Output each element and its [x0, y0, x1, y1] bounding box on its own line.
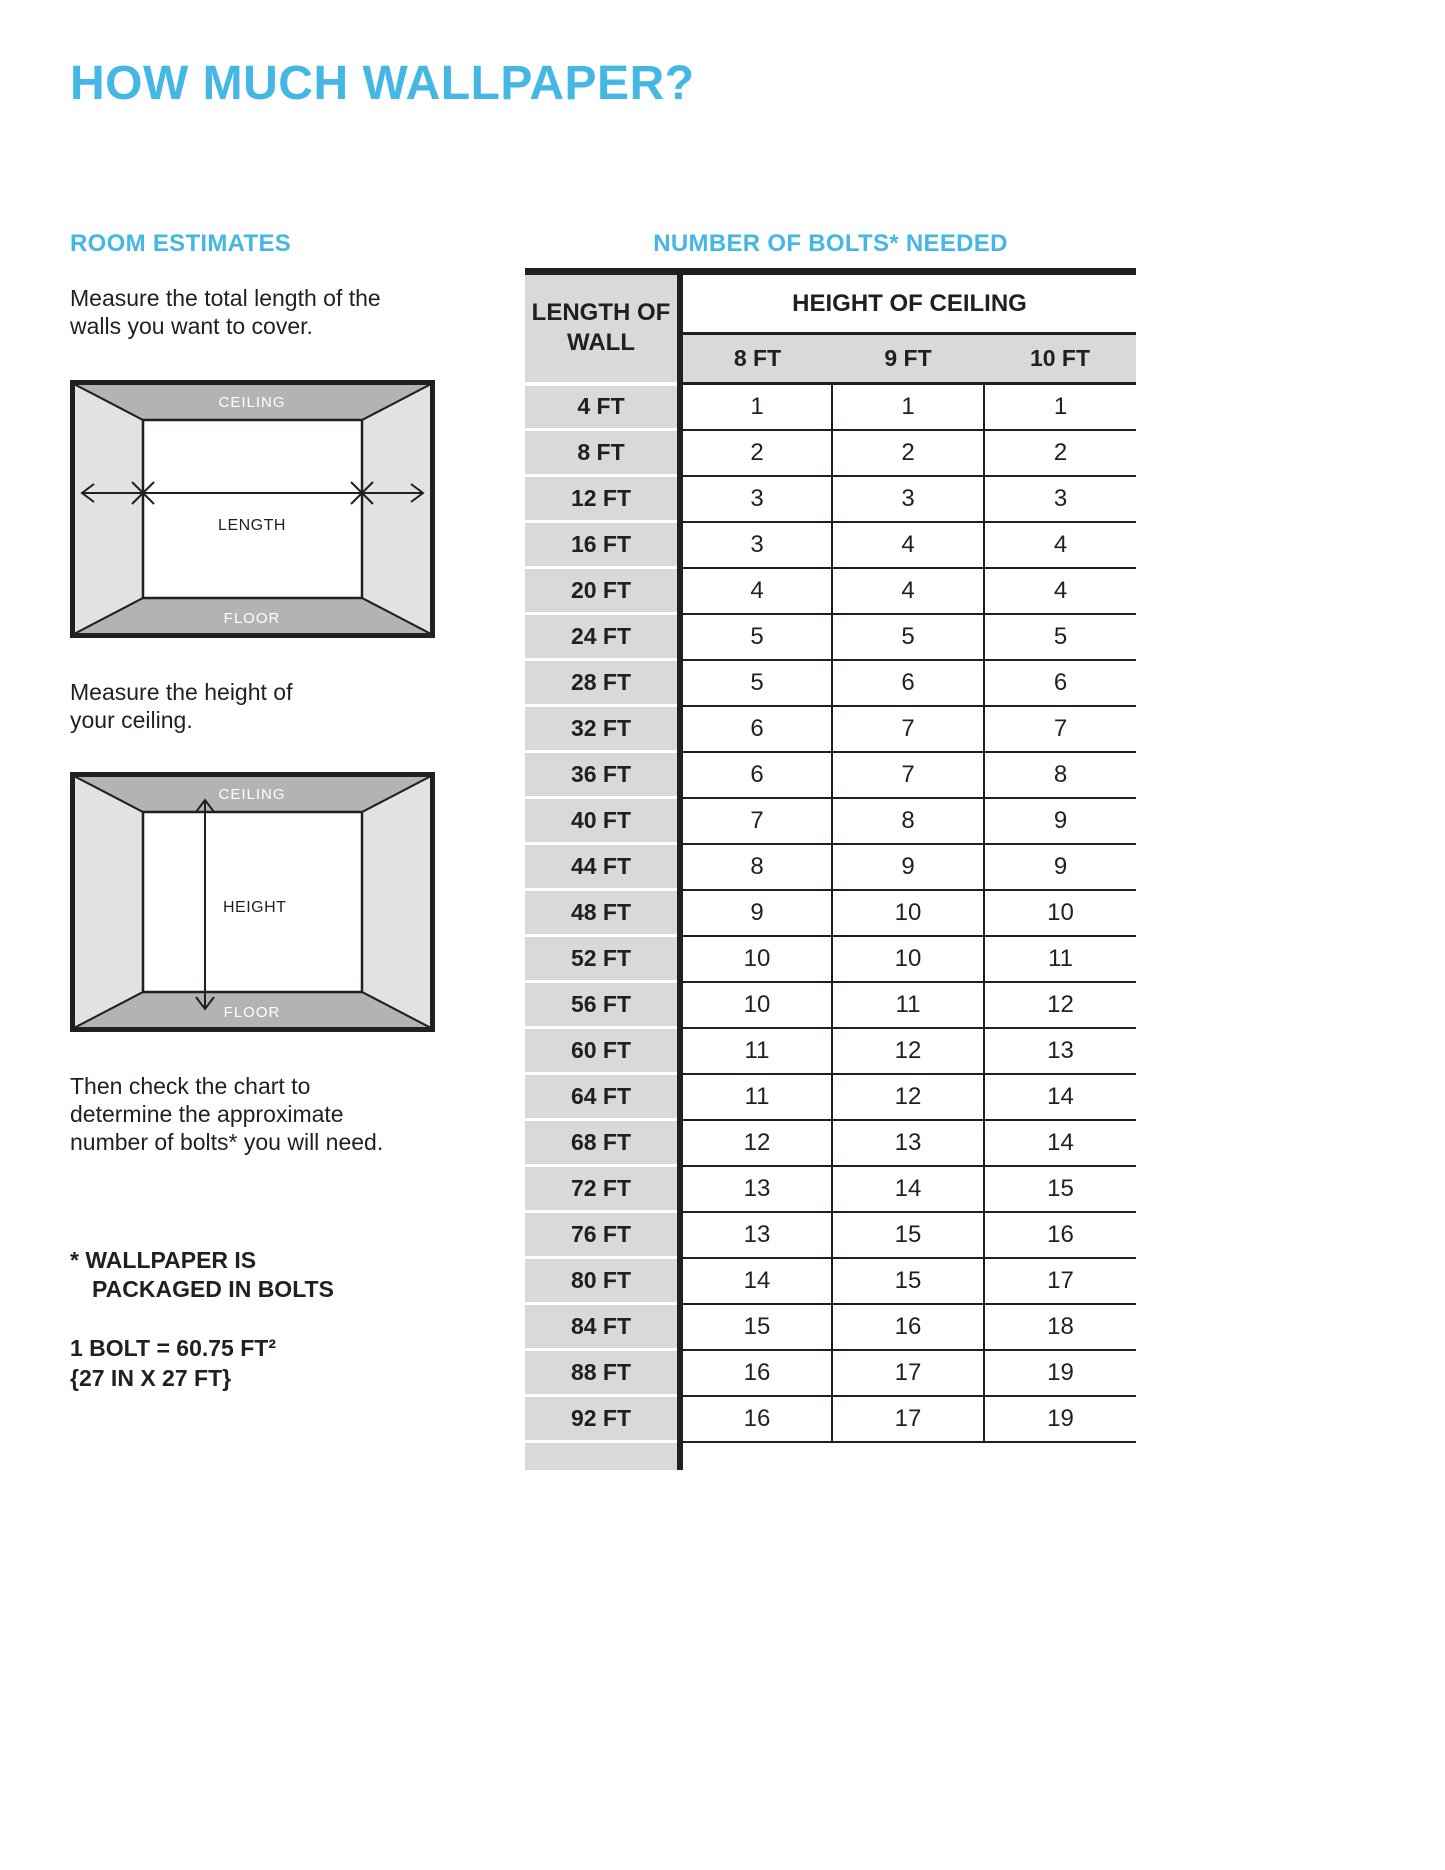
height-of-ceiling-header: HEIGHT OF CEILING [680, 272, 1136, 334]
row-length-cell: 16 FT [525, 522, 680, 568]
row-length-cell: 84 FT [525, 1304, 680, 1350]
row-length-cell: 28 FT [525, 660, 680, 706]
table-row [525, 384, 1136, 430]
bolt-count-cell: 15 [680, 1304, 832, 1350]
bolt-count-cell: 10 [680, 982, 832, 1028]
row-length-cell: 60 FT [525, 1028, 680, 1074]
bolt-size-line-2: {27 IN X 27 FT} [70, 1365, 232, 1392]
bolt-count-cell: 12 [984, 982, 1136, 1028]
ceiling-label: CEILING [218, 786, 286, 803]
bolt-count-cell: 8 [984, 752, 1136, 798]
row-length-cell: 68 FT [525, 1120, 680, 1166]
bolt-count-cell: 12 [680, 1120, 832, 1166]
row-length-cell: 12 FT [525, 476, 680, 522]
table-row [525, 660, 1136, 706]
table-row [525, 568, 1136, 614]
bolt-count-cell: 13 [680, 1212, 832, 1258]
bolt-count-cell: 11 [832, 982, 984, 1028]
bolt-count-cell: 6 [832, 660, 984, 706]
height-diagram-svg [70, 772, 435, 1032]
bolt-count-cell: 5 [832, 614, 984, 660]
table-row [525, 614, 1136, 660]
bolt-count-cell: 16 [680, 1396, 832, 1442]
bolts-table [525, 268, 1136, 1470]
bolt-count-cell: 11 [680, 1074, 832, 1120]
instruction-chart-text: Then check the chart to determine the approximate number of bolts* you will need. [70, 1073, 384, 1156]
bolts-table-body [525, 384, 1136, 1442]
row-length-cell: 40 FT [525, 798, 680, 844]
bolt-count-cell: 16 [680, 1350, 832, 1396]
row-length-cell: 20 FT [525, 568, 680, 614]
table-row [525, 798, 1136, 844]
height-measure-label: HEIGHT [223, 899, 287, 916]
table-footer-row [525, 1442, 1136, 1470]
bolt-count-cell: 8 [832, 798, 984, 844]
row-length-cell: 4 FT [525, 384, 680, 430]
bolt-count-cell: 9 [984, 798, 1136, 844]
row-length-cell: 8 FT [525, 430, 680, 476]
table-row [525, 1350, 1136, 1396]
length-of-wall-header: LENGTH OF WALL [525, 272, 680, 384]
bolt-count-cell: 5 [984, 614, 1136, 660]
bolt-count-cell: 14 [984, 1074, 1136, 1120]
table-row [525, 1304, 1136, 1350]
bolt-count-cell: 4 [832, 568, 984, 614]
bolt-count-cell: 9 [832, 844, 984, 890]
length-diagram [70, 380, 435, 643]
row-length-cell: 56 FT [525, 982, 680, 1028]
bolt-count-cell: 17 [832, 1350, 984, 1396]
bolt-count-cell: 3 [832, 476, 984, 522]
bolt-count-cell: 14 [832, 1166, 984, 1212]
table-row [525, 890, 1136, 936]
bolt-count-cell: 3 [984, 476, 1136, 522]
bolt-count-cell: 3 [680, 522, 832, 568]
bolt-count-cell: 19 [984, 1396, 1136, 1442]
bolt-count-cell: 15 [832, 1212, 984, 1258]
bolt-count-cell: 13 [832, 1120, 984, 1166]
length-diagram-svg [70, 380, 435, 638]
page-title: HOW MUCH WALLPAPER? [70, 57, 695, 110]
bolt-count-cell: 1 [680, 384, 832, 430]
bolt-count-cell: 18 [984, 1304, 1136, 1350]
left-wall-face [74, 776, 143, 1028]
bolts-needed-heading: NUMBER OF BOLTS* NEEDED [653, 230, 1008, 257]
bolt-count-cell: 7 [680, 798, 832, 844]
table-row [525, 706, 1136, 752]
bolt-count-cell: 8 [680, 844, 832, 890]
row-length-cell: 80 FT [525, 1258, 680, 1304]
bolt-count-cell: 16 [832, 1304, 984, 1350]
table-row [525, 1120, 1136, 1166]
instruction-height-text: Measure the height of your ceiling. [70, 679, 293, 734]
row-length-cell: 52 FT [525, 936, 680, 982]
table-row [525, 476, 1136, 522]
bolt-count-cell: 17 [832, 1396, 984, 1442]
table-row [525, 752, 1136, 798]
bolt-count-cell: 15 [832, 1258, 984, 1304]
bolts-table-container [525, 268, 1136, 1470]
footnote-line-1: * WALLPAPER IS [70, 1247, 257, 1273]
row-length-cell: 48 FT [525, 890, 680, 936]
bolt-count-cell: 17 [984, 1258, 1136, 1304]
row-length-cell: 44 FT [525, 844, 680, 890]
floor-label: FLOOR [223, 610, 281, 627]
bolt-count-cell: 14 [680, 1258, 832, 1304]
column-header-8ft: 8 FT [680, 334, 832, 384]
bolt-count-cell: 14 [984, 1120, 1136, 1166]
bolt-count-cell: 10 [680, 936, 832, 982]
bolt-count-cell: 6 [680, 706, 832, 752]
table-row [525, 1212, 1136, 1258]
bolt-count-cell: 3 [680, 476, 832, 522]
bolt-count-cell: 5 [680, 614, 832, 660]
wallpaper-bolts-footnote [70, 1246, 334, 1305]
bolt-count-cell: 9 [984, 844, 1136, 890]
length-measure-label: LENGTH [218, 517, 286, 534]
table-row [525, 1258, 1136, 1304]
row-length-cell: 64 FT [525, 1074, 680, 1120]
row-length-cell: 92 FT [525, 1396, 680, 1442]
column-header-10ft: 10 FT [984, 334, 1136, 384]
bolt-size-info [70, 1333, 276, 1394]
table-row [525, 1028, 1136, 1074]
bolt-count-cell: 4 [984, 568, 1136, 614]
bolt-count-cell: 2 [680, 430, 832, 476]
row-length-cell: 88 FT [525, 1350, 680, 1396]
left-wall-face [74, 384, 143, 634]
bolt-count-cell: 7 [832, 752, 984, 798]
bolt-count-cell: 15 [984, 1166, 1136, 1212]
row-length-cell: 72 FT [525, 1166, 680, 1212]
bolt-count-cell: 10 [984, 890, 1136, 936]
bolt-count-cell: 11 [680, 1028, 832, 1074]
column-header-9ft: 9 FT [832, 334, 984, 384]
back-wall-face [143, 420, 362, 598]
room-estimates-heading: ROOM ESTIMATES [70, 230, 292, 257]
bolt-count-cell: 12 [832, 1074, 984, 1120]
right-wall-face [362, 776, 431, 1028]
table-row [525, 844, 1136, 890]
instruction-length-text: Measure the total length of the walls you want to cover. [70, 285, 381, 340]
table-row [525, 936, 1136, 982]
height-diagram [70, 772, 435, 1037]
bolt-count-cell: 5 [680, 660, 832, 706]
table-row [525, 1074, 1136, 1120]
bolt-count-cell: 13 [680, 1166, 832, 1212]
floor-label: FLOOR [223, 1004, 281, 1021]
ceiling-label: CEILING [218, 394, 286, 411]
bolt-count-cell: 6 [680, 752, 832, 798]
bolt-count-cell: 10 [832, 890, 984, 936]
bolt-count-cell: 16 [984, 1212, 1136, 1258]
bolt-size-line-1: 1 BOLT = 60.75 FT² [70, 1335, 276, 1361]
row-length-cell: 32 FT [525, 706, 680, 752]
right-wall-face [362, 384, 431, 634]
bolt-count-cell: 9 [680, 890, 832, 936]
footer-empty-cell [680, 1442, 1136, 1470]
table-row [525, 522, 1136, 568]
bolt-count-cell: 4 [984, 522, 1136, 568]
bolt-count-cell: 1 [832, 384, 984, 430]
footer-gray-cell [525, 1442, 680, 1470]
bolt-count-cell: 7 [832, 706, 984, 752]
bolt-count-cell: 19 [984, 1350, 1136, 1396]
row-length-cell: 76 FT [525, 1212, 680, 1258]
bolt-count-cell: 2 [832, 430, 984, 476]
bolt-count-cell: 13 [984, 1028, 1136, 1074]
bolt-count-cell: 7 [984, 706, 1136, 752]
bolt-count-cell: 1 [984, 384, 1136, 430]
table-row [525, 430, 1136, 476]
table-row [525, 1396, 1136, 1442]
footnote-line-2: PACKAGED IN BOLTS [92, 1276, 334, 1303]
bolt-count-cell: 4 [680, 568, 832, 614]
bolt-count-cell: 4 [832, 522, 984, 568]
table-header-row-1 [525, 272, 1136, 334]
bolt-count-cell: 12 [832, 1028, 984, 1074]
bolt-count-cell: 2 [984, 430, 1136, 476]
bolt-count-cell: 11 [984, 936, 1136, 982]
bolt-count-cell: 6 [984, 660, 1136, 706]
row-length-cell: 36 FT [525, 752, 680, 798]
table-row [525, 982, 1136, 1028]
row-length-cell: 24 FT [525, 614, 680, 660]
bolt-count-cell: 10 [832, 936, 984, 982]
table-row [525, 1166, 1136, 1212]
